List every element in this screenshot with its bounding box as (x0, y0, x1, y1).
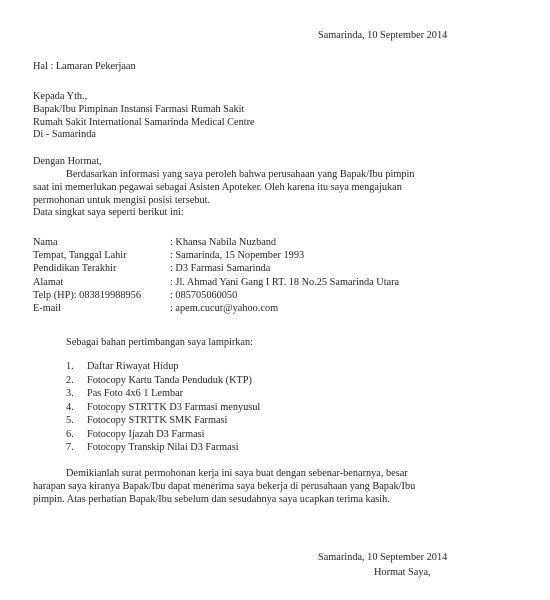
list-number: 2. (66, 374, 74, 386)
data-value: : apem.cucur@yahoo.com (170, 302, 279, 314)
intro-line: permohonan untuk mengisi posisi tersebut. (33, 194, 211, 206)
data-value: : Khansa Nabila Nuzband (170, 237, 277, 248)
intro-paragraph (33, 169, 493, 220)
list-text: Pas Foto 4x6 1 Lembar (87, 388, 184, 399)
recipient-line: Bapak/Ibu Pimpinan Instansi Farmasi Rumah Sakit (33, 103, 245, 115)
closing-paragraph (33, 468, 503, 506)
intro-line: saat ini memerlukan pegawai sebagai Asisten Apoteker. Oleh karena itu saya mengajukan (33, 181, 402, 193)
closing-line: Demikianlah surat permohonan kerja ini saya buat dengan sebenar-benarnya, besar (66, 468, 408, 479)
list-number: 3. (66, 388, 74, 399)
data-value: : 085705060050 (170, 289, 238, 301)
data-label: Telp (HP): 083819988956 (33, 289, 141, 301)
recipient-block (33, 91, 255, 142)
place-date-top: Samarinda, 10 September 2014 (318, 30, 448, 41)
list-number: 4. (66, 401, 74, 413)
data-value: : Samarinda, 15 Nopember 1993 (170, 250, 305, 262)
data-value: : D3 Farmasi Samarinda (170, 263, 271, 275)
list-text: Fotocopy Kartu Tanda Penduduk (KTP) (87, 374, 252, 386)
intro-line: Data singkat saya seperti berikut ini: (33, 207, 184, 219)
closing-line: harapan saya kiranya Bapak/Ibu dapat menerima saya bekerja di perusahaan yang Bapak/Ibu (33, 480, 416, 492)
intro-line: Berdasarkan informasi yang saya peroleh bahwa perusahaan yang Bapak/Ibu pimpin (66, 169, 415, 180)
list-number: 1. (66, 361, 74, 372)
list-text: Fotocopy Ijazah D3 Farmasi (87, 428, 205, 440)
closing-line: pimpin. Atas perhatian Bapak/Ibu sebelum dan sesudahnya saya ucapkan terima kasih. (33, 493, 390, 505)
data-value: : Jl. Ahmad Yani Gang I RT. 18 No.25 Samarinda Utara (170, 276, 400, 288)
regards: Hormat Saya, (374, 567, 431, 578)
list-text: Daftar Riwayat Hidup (87, 361, 179, 372)
attachments-intro: Sebagai bahan pertimbangan saya lampirkan: (66, 337, 253, 348)
recipient-line: Rumah Sakit International Samarinda Medical Centre (33, 116, 255, 128)
list-text: Fotocopy STRTTK D3 Farmasi menyusul (87, 401, 261, 413)
list-number: 5. (66, 415, 74, 426)
letter-subject: Hal : Lamaran Pekerjaan (33, 61, 136, 72)
data-label: E-mail (33, 302, 62, 314)
list-text: Fotocopy Transkip Nilai D3 Farmasi (87, 442, 239, 453)
recipient-line: Di - Samarinda (33, 129, 96, 141)
data-label: Tempat, Tanggal Lahir (33, 250, 127, 262)
recipient-line: Kepada Yth., (33, 91, 88, 102)
greeting: Dengan Hormat, (33, 156, 102, 167)
data-label: Alamat (33, 276, 64, 288)
data-label: Nama (33, 237, 58, 248)
data-label: Pendidikan Terakhir (33, 263, 117, 275)
place-date-bottom: Samarinda, 10 September 2014 (318, 552, 448, 563)
list-number: 7. (66, 442, 74, 453)
list-text: Fotocopy STRTTK SMK Farmasi (87, 415, 228, 426)
list-number: 6. (66, 428, 74, 440)
